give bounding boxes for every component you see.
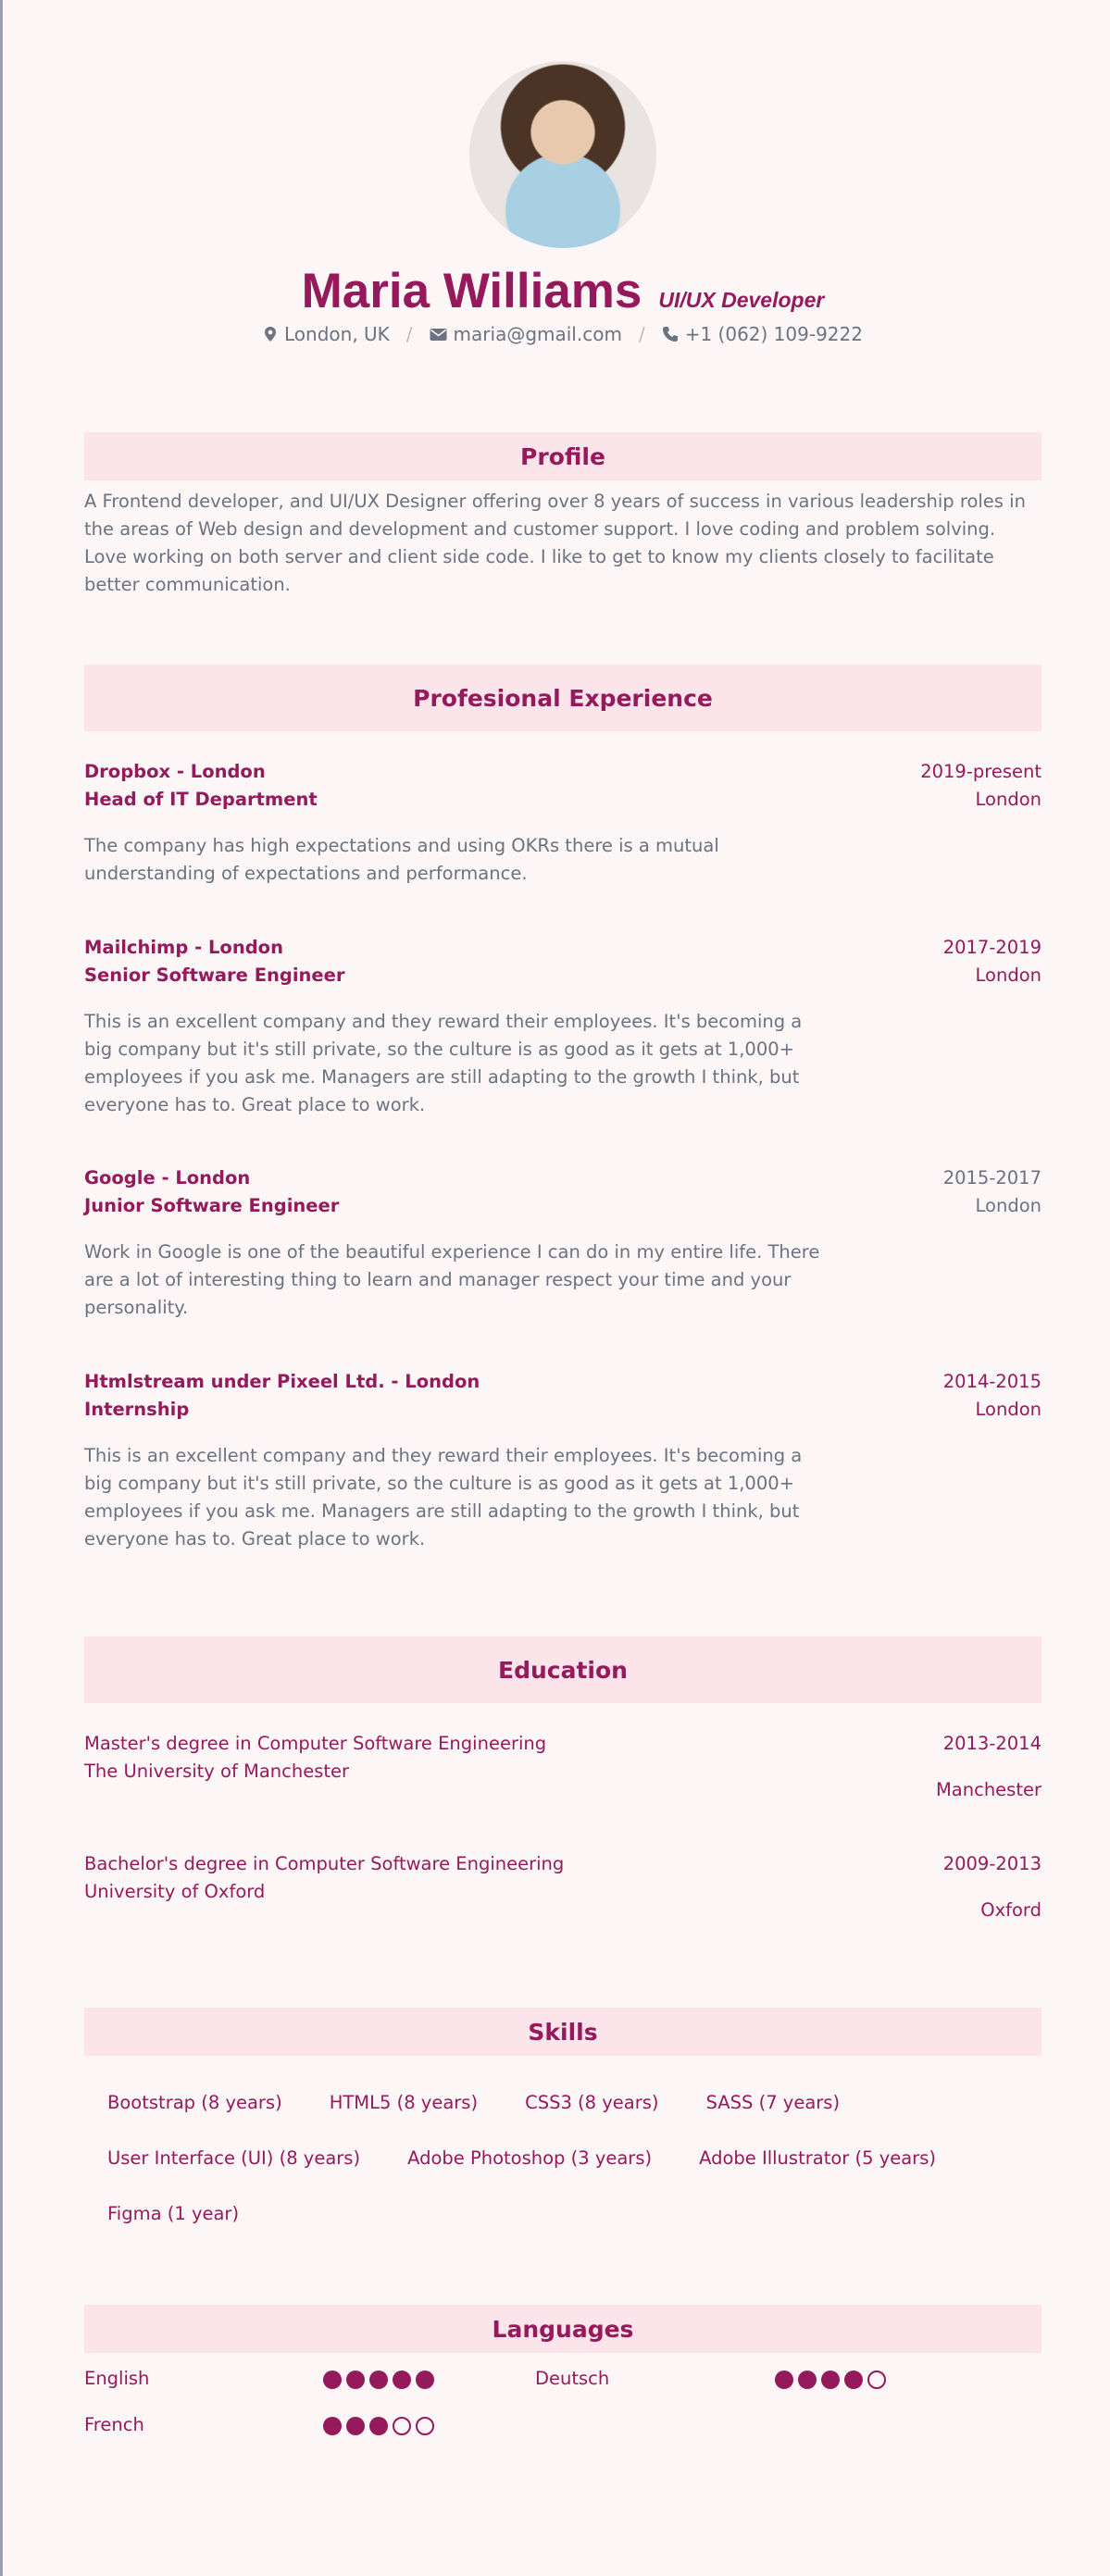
- job-location: London: [975, 964, 1041, 986]
- job-company: Dropbox - London: [84, 761, 266, 782]
- profile-text: A Frontend developer, and UI/UX Designer offering over 8 years of success in various leadership roles in the areas of Web design and development and customer support. I love coding and problem solving. Love working on both server and client side code. I like to get to know my clients closely to facilitate better communication.: [84, 491, 1026, 595]
- job-entry: [84, 758, 1041, 888]
- skill-item: CSS3 (8 years): [525, 2091, 659, 2113]
- skills-row: [107, 2185, 1065, 2241]
- level-dot-filled: [393, 2371, 411, 2389]
- page-edge-rule: [0, 0, 3, 2576]
- job-years: 2015-2017: [942, 1167, 1041, 1188]
- job-years: 2019-present: [920, 761, 1041, 782]
- education-location: Manchester: [935, 1779, 1041, 1800]
- phone-text[interactable]: +1 (062) 109-9222: [684, 323, 863, 345]
- level-dot-empty: [867, 2371, 886, 2389]
- language-level-rating: [323, 2371, 434, 2389]
- job-title: Internship: [84, 1399, 190, 1420]
- skill-item: SASS (7 years): [705, 2091, 841, 2113]
- job-meta: [943, 1164, 1041, 1220]
- education-entry: [84, 1850, 1041, 1928]
- level-dot-empty: [416, 2417, 434, 2435]
- contact-separator: /: [638, 323, 645, 345]
- contact-line: [84, 323, 1041, 345]
- education-degree: Master's degree in Computer Software Engineering: [84, 1733, 547, 1754]
- languages-heading: Languages: [84, 2305, 1041, 2353]
- job-years: 2017-2019: [942, 937, 1041, 958]
- skills-row: [107, 2074, 1065, 2130]
- job-title: Head of IT Department: [84, 789, 318, 810]
- resume-page: [84, 0, 1041, 2435]
- experience-heading: Profesional Experience: [84, 665, 1041, 731]
- job-meta: [943, 1368, 1041, 1424]
- level-dot-filled: [346, 2417, 365, 2435]
- level-dot-filled: [798, 2371, 817, 2389]
- map-pin-icon: [263, 326, 278, 342]
- contact-location: [263, 323, 390, 345]
- job-meta: [943, 934, 1041, 989]
- job-company: Google - London: [84, 1167, 251, 1188]
- profile-heading: Profile: [84, 432, 1041, 480]
- job-location: London: [975, 789, 1041, 810]
- education-school: The University of Manchester: [84, 1761, 350, 1782]
- job-meta: [920, 758, 1041, 814]
- phone-icon: [662, 326, 679, 342]
- resume-header: [84, 0, 1041, 345]
- job-years: 2014-2015: [942, 1371, 1041, 1392]
- job-description: This is an excellent company and they reward their employees. It's becoming a big company but it's still private, so the culture is as good as it gets at 1,000+ employees if you ask me. Managers are still adapting to the growth I think, but everyone has to. Great place to work.: [84, 1445, 803, 1549]
- email-text[interactable]: maria@gmail.com: [453, 323, 622, 345]
- level-dot-filled: [346, 2371, 365, 2389]
- level-dot-empty: [393, 2417, 411, 2435]
- education-years: 2009-2013: [942, 1853, 1041, 1874]
- name-row: [84, 263, 1041, 319]
- contact-separator: /: [405, 323, 413, 345]
- level-dot-filled: [821, 2371, 840, 2389]
- job-title: Junior Software Engineer: [84, 1195, 340, 1216]
- level-dot-filled: [775, 2371, 793, 2389]
- person-role: UI/UX Developer: [658, 288, 825, 312]
- person-name: Maria Williams: [301, 264, 642, 318]
- skill-item: Adobe Illustrator (5 years): [699, 2147, 936, 2169]
- education-location: Oxford: [980, 1899, 1041, 1921]
- skills-heading: Skills: [84, 2008, 1041, 2056]
- skill-item: Adobe Photoshop (3 years): [407, 2147, 653, 2169]
- job-company: Htmlstream under Pixeel Ltd. - London: [84, 1371, 480, 1392]
- location-text: London, UK: [284, 323, 390, 345]
- education-heading: Education: [84, 1636, 1041, 1703]
- job-company: Mailchimp - London: [84, 937, 283, 958]
- job-entry: [84, 1368, 1041, 1553]
- level-dot-filled: [323, 2417, 342, 2435]
- level-dot-filled: [369, 2371, 388, 2389]
- job-location: London: [975, 1195, 1041, 1216]
- level-dot-filled: [844, 2371, 863, 2389]
- skill-item: Figma (1 year): [107, 2202, 240, 2224]
- skills-row: [107, 2130, 1065, 2185]
- education-degree: Bachelor's degree in Computer Software Engineering: [84, 1853, 565, 1874]
- language-level-rating: [775, 2371, 886, 2389]
- contact-email[interactable]: [430, 323, 622, 345]
- language-name: French: [84, 2414, 144, 2435]
- skill-item: User Interface (UI) (8 years): [107, 2147, 361, 2169]
- job-description: Work in Google is one of the beautiful experience I can do in my entire life. There are a lot of interesting thing to learn and manager respect your time and your personality.: [84, 1241, 820, 1318]
- job-entry: [84, 1164, 1041, 1322]
- skill-item: HTML5 (8 years): [329, 2091, 479, 2113]
- level-dot-filled: [416, 2371, 434, 2389]
- education-years: 2013-2014: [942, 1733, 1041, 1754]
- job-entry: [84, 934, 1041, 1119]
- education-school: University of Oxford: [84, 1881, 266, 1902]
- education-entry: [84, 1730, 1041, 1808]
- language-name: English: [84, 2368, 150, 2389]
- languages-list: [84, 2368, 1041, 2460]
- contact-phone[interactable]: [662, 323, 863, 345]
- language-name: Deutsch: [535, 2368, 610, 2389]
- job-title: Senior Software Engineer: [84, 964, 345, 986]
- level-dot-filled: [323, 2371, 342, 2389]
- level-dot-filled: [369, 2417, 388, 2435]
- job-description: This is an excellent company and they reward their employees. It's becoming a big company but it's still private, so the culture is as good as it gets at 1,000+ employees if you ask me. Managers are still adapting to the growth I think, but everyone has to. Great place to work.: [84, 1011, 803, 1115]
- job-description: The company has high expectations and using OKRs there is a mutual understanding of expectations and performance.: [84, 835, 719, 884]
- language-level-rating: [323, 2417, 434, 2435]
- envelope-icon: [430, 328, 447, 342]
- skill-item: Bootstrap (8 years): [107, 2091, 282, 2113]
- avatar: [469, 61, 656, 248]
- skills-list: [84, 2074, 1065, 2241]
- job-location: London: [975, 1399, 1041, 1420]
